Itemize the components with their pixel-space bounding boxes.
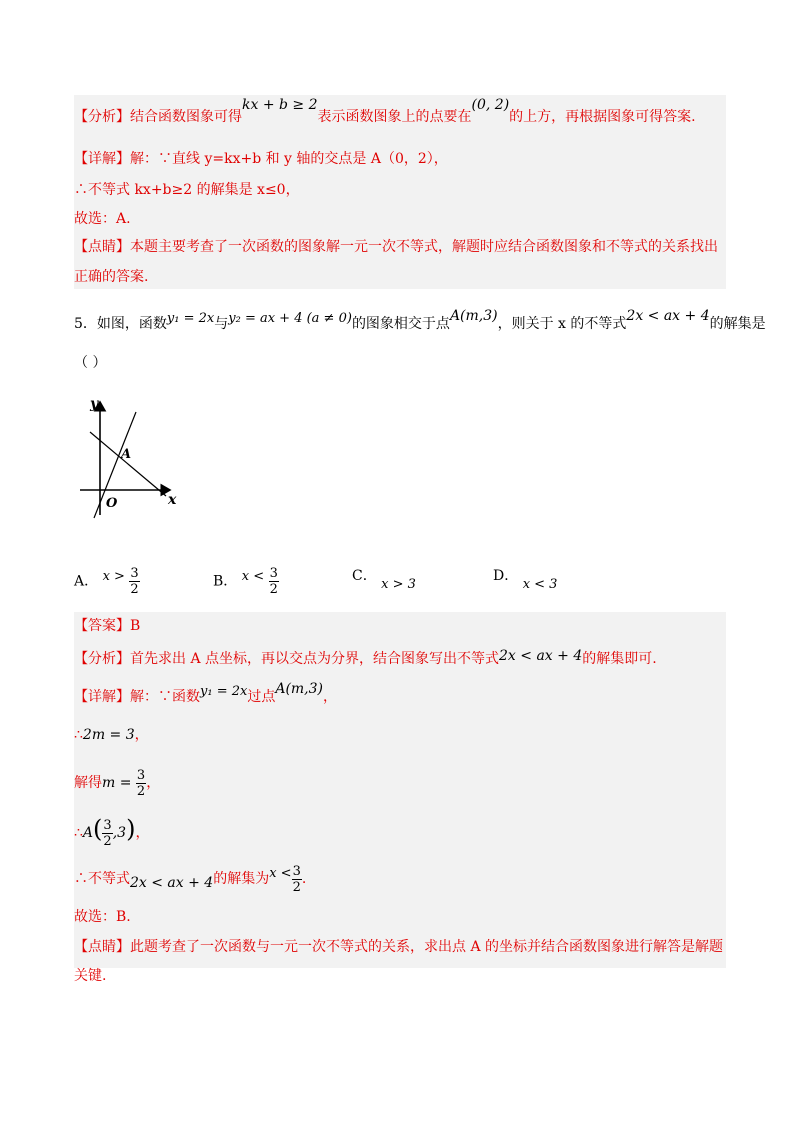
q5-blank xyxy=(74,352,726,374)
q5-step-1 xyxy=(74,724,726,746)
option-b[interactable] xyxy=(213,566,279,606)
step-expr: x < xyxy=(269,866,292,881)
comment-text: 本题主要考查了一次函数的图象解一元一次不等式，解题时应结合函数图象和不等式的关系找出 xyxy=(130,239,718,255)
function-y1: y₁ = 2x xyxy=(200,684,248,699)
option-a[interactable] xyxy=(74,566,140,606)
step-4-fraction xyxy=(292,864,302,895)
comment-tag: 【点睛】 xyxy=(74,239,130,255)
detail-text: ∴不等式 kx+b≥2 的解集是 x≤0， xyxy=(74,182,300,198)
fraction-denominator: 2 xyxy=(292,879,301,895)
comment-tag: 【点睛】 xyxy=(74,939,130,955)
step-text: 解得 xyxy=(74,775,102,791)
step-text: ∴不等式 xyxy=(74,871,130,887)
q5-detail-line xyxy=(74,681,726,708)
fraction-denominator: 2 xyxy=(103,833,112,849)
option-c-expr: x > 3 xyxy=(381,577,416,592)
function-y1: y₁ = 2x xyxy=(166,311,215,326)
q4-detail-line-3 xyxy=(74,208,726,230)
option-a-fraction xyxy=(129,566,139,597)
step-3-fraction xyxy=(102,818,112,849)
analysis-point: (0, 2) xyxy=(471,97,510,113)
q4-detail-line-2 xyxy=(74,179,726,201)
stem-text: 的图象相交于点 xyxy=(351,316,450,332)
detail-text: 过点 xyxy=(247,689,276,705)
fraction-denominator: 2 xyxy=(130,582,139,597)
step-text: 的解集为 xyxy=(213,871,270,887)
option-d-label: D． xyxy=(493,568,519,584)
y-axis-label: y xyxy=(90,396,99,412)
point-a: A(m,3) xyxy=(275,681,323,697)
line-y2 xyxy=(90,432,166,496)
option-c[interactable] xyxy=(352,566,416,606)
step-inequality: 2x < ax + 4 xyxy=(130,875,214,891)
stem-text: ，则关于 x 的不等式 xyxy=(497,316,627,332)
point-a-label: A xyxy=(121,447,132,462)
detail-tag: 【详解】 xyxy=(74,689,130,705)
q4-comment-line-1 xyxy=(74,236,726,258)
inequality: 2x < ax + 4 xyxy=(626,308,710,324)
analysis-tag: 【分析】 xyxy=(74,651,130,667)
step-text: . xyxy=(301,871,307,887)
analysis-inequality: kx + b ≥ 2 xyxy=(242,97,318,113)
step-text: ∴ xyxy=(74,727,83,743)
comment-text: 正确的答案. xyxy=(74,269,149,285)
q5-step-3: ∴A( $\frac{3}{2}$ ,3)， xyxy=(74,815,150,849)
comment-text: 关键. xyxy=(74,968,107,984)
analysis-text: 结合函数图象可得 xyxy=(130,109,242,125)
option-d-expr: x < 3 xyxy=(522,577,558,592)
q5-stem xyxy=(74,308,766,335)
q4-comment-line-2 xyxy=(74,266,726,288)
analysis-text: 首先求出 A 点坐标，再以交点为分界，结合图象写出不等式 xyxy=(130,651,500,667)
q4-detail-line-1 xyxy=(74,148,726,170)
step-text: ∴ xyxy=(74,825,83,841)
fraction-numerator: 3 xyxy=(136,767,146,783)
option-d[interactable] xyxy=(493,566,557,606)
analysis-inequality: 2x < ax + 4 xyxy=(499,648,583,664)
fraction-numerator: 3 xyxy=(103,817,112,833)
x-axis-label: x xyxy=(168,492,177,508)
step-text: ， xyxy=(134,727,149,743)
detail-text: 故选：A. xyxy=(74,211,131,227)
option-b-label: B． xyxy=(213,573,238,590)
comment-text: 此题考查了一次函数与一元一次不等式的关系，求出点 A 的坐标并结合函数图象进行解答是解题 xyxy=(130,939,724,955)
option-b-fraction xyxy=(269,566,279,597)
step-expr: m = xyxy=(102,775,132,791)
fraction-numerator: 3 xyxy=(130,566,139,581)
analysis-text: 的上方，再根据图象可得答案. xyxy=(509,109,696,125)
detail-tag: 【详解】 xyxy=(74,151,130,167)
stem-text: 与 xyxy=(214,316,229,332)
analysis-text: 的解集即可. xyxy=(582,651,657,667)
step-text: ， xyxy=(146,775,161,791)
q5-step-4 xyxy=(74,862,726,896)
stem-text: 的解集是 xyxy=(709,316,766,332)
option-a-label: A． xyxy=(74,573,99,590)
detail-text: ， xyxy=(323,689,337,705)
answer-tag: 【答案】 xyxy=(74,618,130,634)
point-label: A xyxy=(82,825,94,841)
q5-answer-line xyxy=(74,615,726,637)
point-coordinate: ,3 xyxy=(112,825,127,841)
origin-label: O xyxy=(106,496,118,511)
fraction-numerator: 3 xyxy=(292,863,301,879)
fraction-denominator: 2 xyxy=(269,582,278,597)
step-2-fraction xyxy=(136,768,146,799)
stem-text: 5．如图，函数 xyxy=(74,316,167,332)
step-expr: 2m = 3 xyxy=(82,727,135,743)
detail-text: 解：∵直线 y=kx+b 和 y 轴的交点是 A（0，2）， xyxy=(130,151,448,167)
answer-value: B xyxy=(130,618,141,634)
q5-choose-line xyxy=(74,906,726,928)
option-a-expr: x > xyxy=(102,568,125,584)
option-c-label: C． xyxy=(352,568,377,584)
q4-analysis-line xyxy=(74,97,726,128)
fraction-denominator: 2 xyxy=(136,783,146,799)
q5-analysis-line xyxy=(74,648,726,670)
detail-text: 解：∵函数 xyxy=(130,689,200,705)
q5-comment-line-1 xyxy=(74,936,726,958)
step-text: ， xyxy=(135,825,150,841)
point-a: A(m,3) xyxy=(449,308,498,324)
function-y2: y₂ = ax + 4 (a ≠ 0) xyxy=(228,311,352,326)
analysis-text: 表示函数图象上的点要在 xyxy=(317,109,472,125)
choose-text: 故选：B. xyxy=(74,909,131,925)
q5-graph xyxy=(78,390,190,525)
option-b-expr: x < xyxy=(241,568,265,584)
q5-step-2 xyxy=(74,766,726,800)
answer-blank: （ ） xyxy=(74,355,107,371)
analysis-tag: 【分析】 xyxy=(74,109,130,125)
fraction-numerator: 3 xyxy=(269,566,278,581)
q5-comment-line-2 xyxy=(74,965,726,987)
